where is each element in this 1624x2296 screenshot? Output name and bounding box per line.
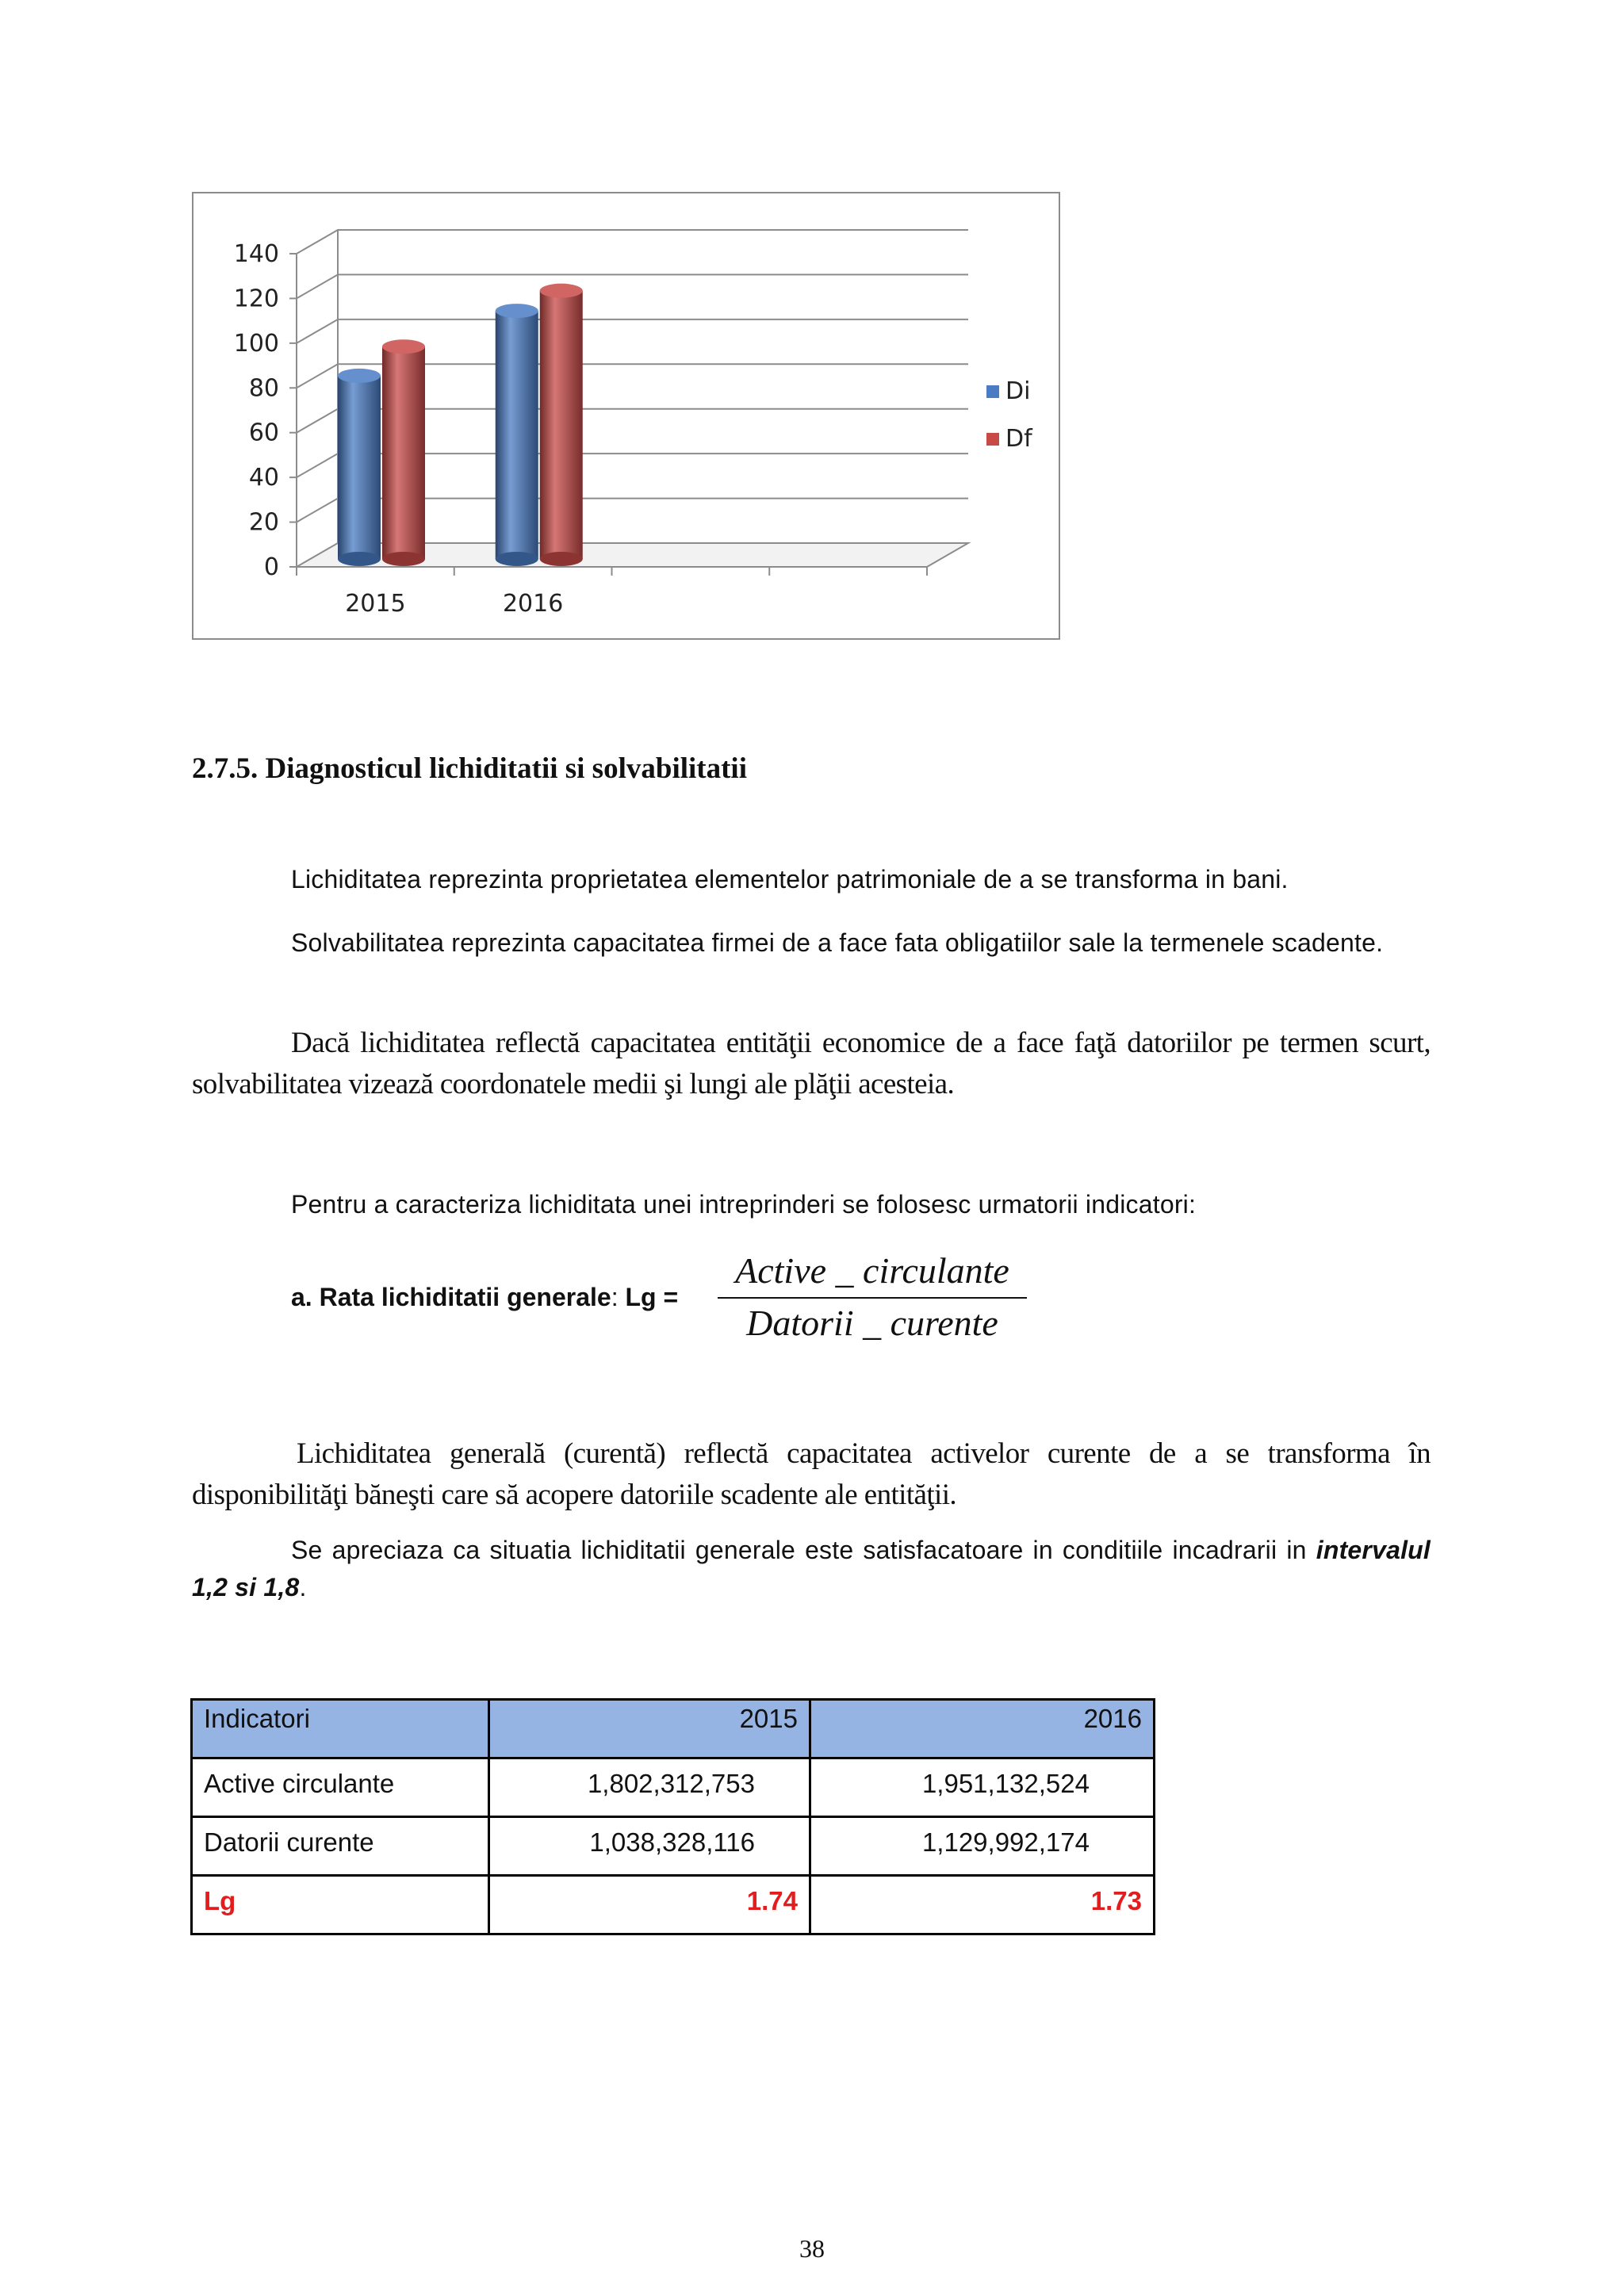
row-label: Datorii curente: [192, 1817, 489, 1876]
paragraph-liquidity-definition: Lichiditatea reprezinta proprietatea elementelor patrimoniale de a se transforma in bani.: [291, 865, 1289, 894]
legend-swatch-df: [986, 433, 999, 446]
row-label-lg: Lg: [192, 1876, 489, 1934]
formula-fraction-bar: [718, 1297, 1027, 1299]
bar-base: [496, 552, 538, 566]
bar-top: [540, 284, 583, 298]
cell-value: 1,038,328,116: [489, 1817, 810, 1876]
y-tick-label: 140: [233, 240, 279, 268]
cell-value: 1,951,132,524: [810, 1758, 1155, 1817]
header-2015: 2015: [489, 1700, 810, 1758]
y-tick-label: 80: [248, 374, 279, 403]
bar-top: [496, 304, 538, 318]
bar-base: [540, 552, 583, 566]
formula-label-name: a. Rata lichiditatii generale: [291, 1283, 611, 1311]
liquidity-table: [190, 1698, 1155, 1935]
formula-label-separator: :: [611, 1283, 626, 1311]
paragraph-liquidity-vs-solvency: Dacă lichiditatea reflectă capacitatea entităţii economice de a face faţă datoriilor pe termen scurt, solvabilitatea vizează coordonatele medii şi lungi ale plăţii acesteia.: [192, 1027, 1431, 1100]
formula-numerator: Active _ circulante: [735, 1250, 1009, 1291]
y-tick-label: 120: [233, 285, 279, 313]
legend-label-di: Di: [1005, 377, 1031, 405]
cell-lg-2016: 1.73: [810, 1876, 1155, 1934]
x-tick-label: 2016: [502, 590, 564, 618]
bar-di: [496, 311, 538, 559]
table-header-row: [192, 1700, 1155, 1758]
bar-top: [338, 369, 381, 383]
page-number: 38: [799, 2234, 825, 2263]
bar-di: [338, 376, 381, 559]
interval-period: .: [299, 1573, 307, 1601]
y-tick-label: 20: [248, 508, 279, 537]
formula-label-variable: Lg =: [625, 1283, 679, 1311]
paragraph-general-liquidity: Lichiditatea generală (curentă) reflectă capacitatea activelor curente de a se transforma în disponibilităţi băneşti care să acopere datoriile scadente ale entităţii.: [192, 1437, 1431, 1511]
interval-emphasis: intervalul 1,2 si 1,8: [192, 1536, 1431, 1601]
gridline: [297, 320, 968, 343]
legend-swatch-di: [986, 385, 999, 398]
cell-value: 1,802,312,753: [489, 1758, 810, 1817]
legend-label-df: Df: [1005, 425, 1032, 453]
y-tick-label: 0: [263, 553, 279, 581]
cell-value: 1,129,992,174: [810, 1817, 1155, 1876]
paragraph-indicators-intro: Pentru a caracteriza lichiditata unei intreprinderi se folosesc urmatorii indicatori:: [291, 1190, 1197, 1219]
y-tick-label: 100: [233, 329, 279, 358]
table-row: [192, 1876, 1155, 1934]
gridline: [297, 230, 968, 254]
table-row: [192, 1817, 1155, 1876]
x-tick-label: 2015: [345, 590, 406, 618]
chart-canvas: [193, 193, 1059, 638]
interval-text: Se apreciaza ca situatia lichiditatii generale este satisfacatoare in conditiile incadrarii in: [291, 1536, 1316, 1564]
gridline: [297, 274, 968, 298]
bar-top: [382, 339, 425, 354]
bar-df: [540, 291, 583, 559]
y-tick-label: 40: [248, 464, 279, 492]
bar-chart: [192, 192, 1060, 640]
bar-base: [338, 552, 381, 566]
header-indicatori: Indicatori: [192, 1700, 489, 1758]
table-row: [192, 1758, 1155, 1817]
header-2016: 2016: [810, 1700, 1155, 1758]
paragraph-acceptable-interval: [192, 1532, 1431, 1606]
formula-label: [291, 1283, 678, 1312]
section-heading: 2.7.5. Diagnosticul lichiditatii si solvabilitatii: [192, 752, 747, 785]
formula-denominator: Datorii _ curente: [746, 1303, 998, 1343]
cell-lg-2015: 1.74: [489, 1876, 810, 1934]
paragraph-solvency-definition: Solvabilitatea reprezinta capacitatea firmei de a face fata obligatiilor sale la termenele scadente.: [291, 928, 1384, 957]
row-label: Active circulante: [192, 1758, 489, 1817]
bar-df: [382, 346, 425, 559]
bar-base: [382, 552, 425, 566]
y-tick-label: 60: [248, 419, 279, 447]
